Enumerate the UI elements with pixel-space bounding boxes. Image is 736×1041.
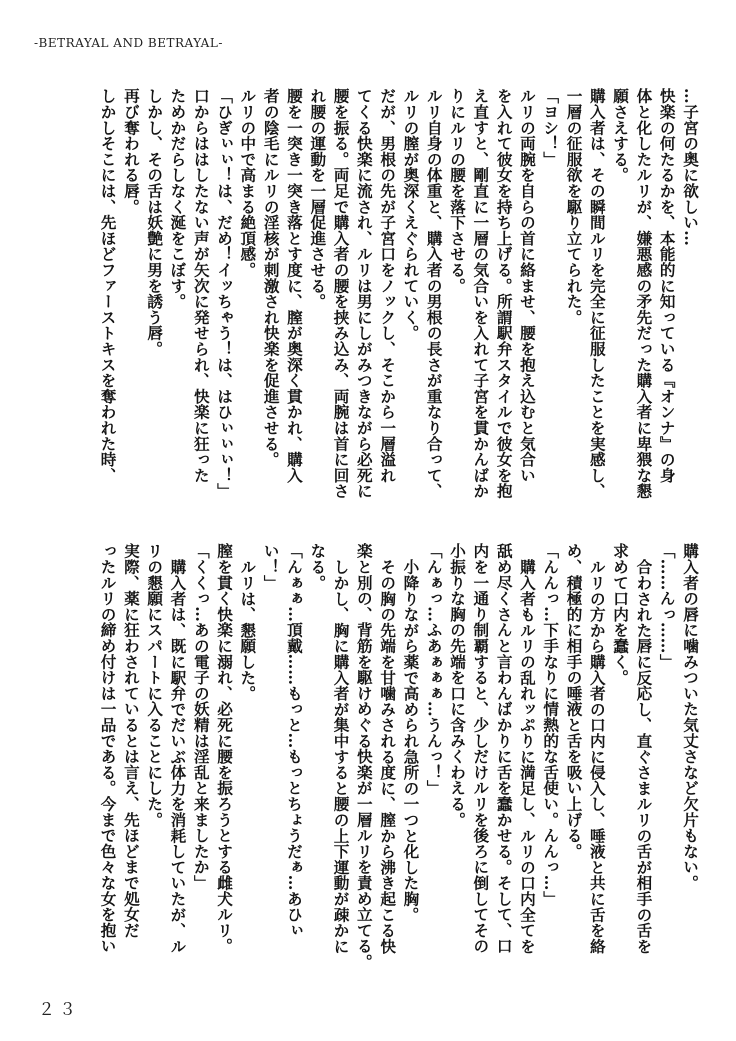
- text-column: てくる快楽に流され、ルリは男にしがみつきながら必死に: [354, 88, 374, 499]
- text-column: 小降りながら薬で高められ急所の一つと化した胸。: [401, 558, 421, 922]
- text-column: ルリの膣が奥深くえぐられていく。: [401, 88, 421, 341]
- text-column: 者の陰毛にルリの淫核が刺激され快楽を促進させる。: [261, 88, 281, 468]
- text-column: 腰を振る。両足で購入者の腰を挟み込み、両腕は首に回さ: [331, 88, 351, 499]
- text-column: 内を一通り制覇すると、少しだけルリを後ろに倒してその: [471, 543, 491, 954]
- text-column: 合わされた唇に反応し、直ぐさまルリの舌が相手の舌を: [634, 558, 654, 954]
- text-column: 「んんっ…下手なりに情熱的な舌使い。んんっ…」: [541, 543, 561, 907]
- text-column: め、積極的に相手の唾液と舌を吸い上げる。: [564, 543, 584, 859]
- text-column: しかし、胸に購入者が集中すると腰の上下運動が疎かに: [331, 558, 351, 954]
- text-column: 「ひぎぃぃ！は、だめ！イッちゃう！は、はひぃぃぃ！」: [215, 88, 235, 499]
- text-column: りにルリの腰を落下させる。: [448, 88, 468, 294]
- text-column: ったルリの締め付けは一品である。今まで色々な女を抱い: [98, 543, 118, 954]
- text-column: 「くくっ…あの電子の妖精は淫乱と来ましたか」: [191, 543, 211, 891]
- text-column: 願さえする。: [611, 88, 631, 183]
- upper-text-block: [96, 88, 702, 508]
- text-column: 小振りな胸の先端を口に含みくわえる。: [448, 543, 468, 828]
- text-column: だが、男根の先が子宮口をノックし、そこから一層溢れ: [378, 88, 398, 483]
- text-column: 体と化したルリが、嫌悪感の矛先だった購入者に卑猥な懇: [634, 88, 654, 499]
- text-column: い！」: [261, 543, 281, 591]
- text-column: リの懇願にスパートに入ることにした。: [145, 543, 165, 828]
- text-column: 実際、薬に狂わされているとは言え、先ほどまで処女だ: [121, 543, 141, 938]
- text-column: 「んぁっ…ふあぁぁぁ…うんっ！」: [424, 543, 444, 796]
- text-column: れ腰の運動を一層促進させる。: [308, 88, 328, 310]
- text-column: なる。: [308, 543, 328, 591]
- text-column: ルリは、懇願した。: [238, 558, 258, 701]
- text-column: 購入者は、既に駅弁でだいぶ体力を消耗していたが、ル: [168, 558, 188, 954]
- text-column: 購入者は、その瞬間ルリを完全に征服したことを実感し、: [587, 88, 607, 499]
- text-column: 再び奪われる唇。: [121, 88, 141, 215]
- text-column: 購入者の唇に噛みついた気丈さなど欠片もない。: [681, 543, 700, 891]
- text-column: 「……んっ……」: [657, 543, 677, 670]
- text-column: 膣を貫く快楽に溺れ、必死に腰を振ろうとする雌犬ルリ。: [215, 543, 235, 954]
- text-column: 「んぁぁ…頂戴……もっと…もっとちょうだぁ…あひぃ: [284, 543, 304, 938]
- text-column: しかし、その舌は妖艶に男を誘う唇。: [145, 88, 165, 357]
- text-column: …子宮の奥に欲しい…: [681, 88, 700, 246]
- text-column: 求めて口内を蠢く。: [611, 543, 631, 686]
- text-column: 口からははしたない声が矢次に発せられ、快楽に狂った: [191, 88, 211, 483]
- text-column: え直すと、剛直に一層の気合いを入れて子宮を貫かんばか: [471, 88, 491, 499]
- text-column: ルリの方から購入者の口内に侵入し、唾液と共に舌を絡: [587, 558, 607, 954]
- text-column: 「ヨシ！」: [541, 88, 561, 167]
- text-column: ルリの両腕を自らの首に絡ませ、腰を抱え込むと気合い: [517, 88, 537, 483]
- running-header: -BETRAYAL AND BETRAYAL-: [34, 36, 223, 50]
- text-column: 腰を一突き一突き落とす度に、膣が奥深く貫かれ、購入: [284, 88, 304, 483]
- text-column: ルリ自身の体重と、購入者の男根の長さが重なり合って、: [424, 88, 444, 499]
- text-column: を入れて彼女を持ち上げる。所謂駅弁スタイルで彼女を抱: [494, 88, 514, 499]
- text-column: 楽と別の、背筋を駆けめぐる快楽が一層ルリを責め立てる。: [354, 543, 374, 970]
- text-column: 快楽の何たるかを、本能的に知っている『オンナ』の身: [657, 88, 677, 483]
- text-column: ためかだらしなく涎をこぼす。: [168, 88, 188, 310]
- text-column: 舐め尽くさんと言わんばかりに舌を蠢かせる。そして、口: [494, 543, 514, 954]
- text-column: 購入者もルリの乱れッぷりに満足し、ルリの口内全てを: [517, 558, 537, 954]
- lower-text-block: [96, 543, 702, 988]
- text-column: しかしそこには、先ほどファーストキスを奪われた時、: [98, 88, 118, 483]
- text-column: ルリの中で高まる絶頂感。: [238, 88, 258, 278]
- text-column: 一層の征服欲を駆り立てられた。: [564, 88, 584, 325]
- page-number: ２３: [38, 1000, 80, 1020]
- text-column: その胸の先端を甘噛みされる度に、膣から沸き起こる快: [378, 558, 398, 954]
